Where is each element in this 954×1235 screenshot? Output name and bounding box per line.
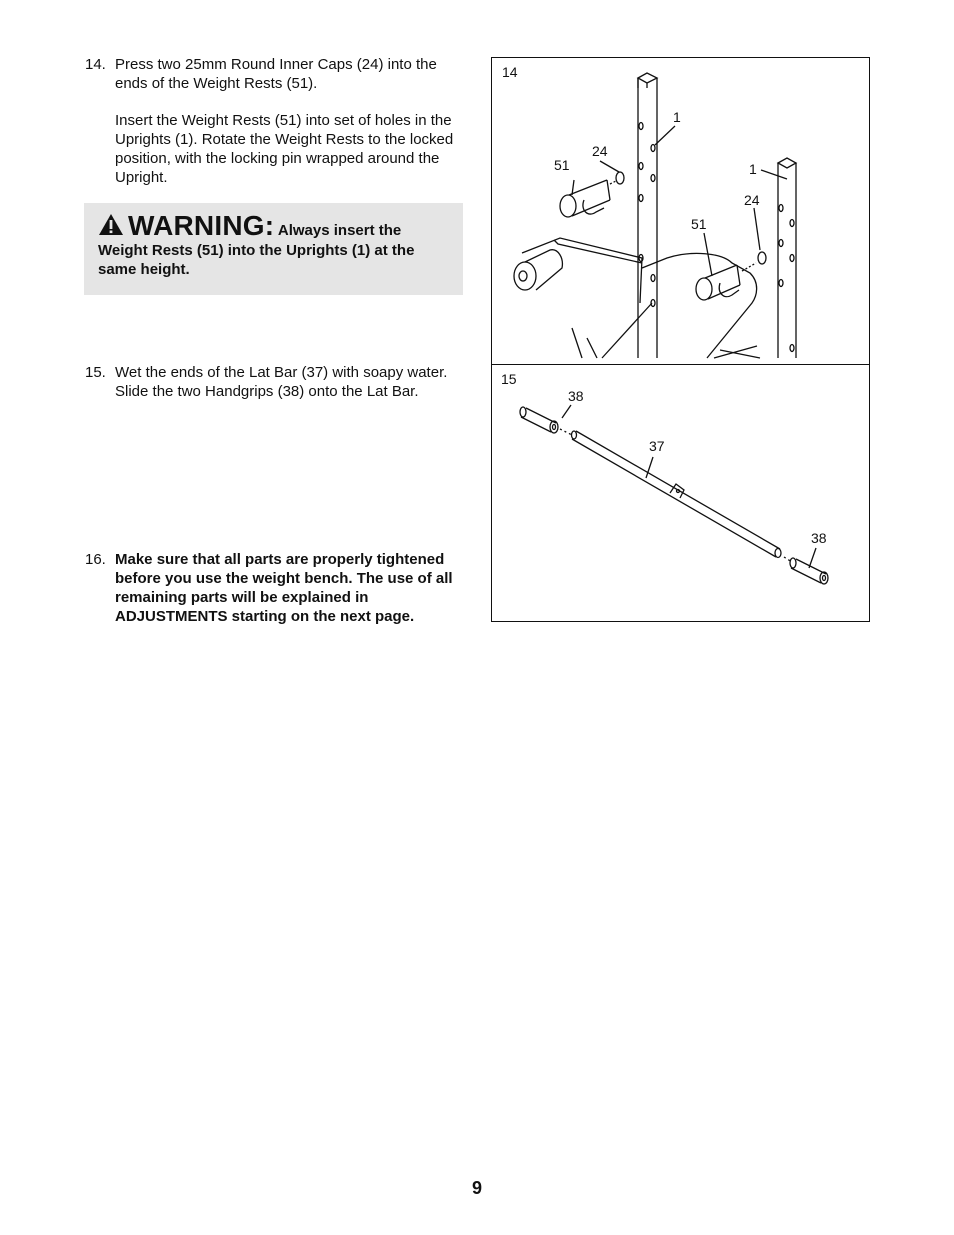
warning-body: Weight Rests (51) into the Uprights (1) at the same height. (98, 242, 415, 278)
callout-inner-cap: 24 (744, 192, 760, 208)
callout-weight-rest: 51 (691, 216, 707, 232)
warning-box (84, 203, 463, 295)
callout-upright: 1 (673, 109, 681, 125)
figure-14 (491, 57, 870, 366)
step-paragraph: Make sure that all parts are properly tightened before you use the weight bench. The use of all remaining parts will be explained in ADJUSTMENTS starting on the next page. (115, 551, 453, 625)
warning-text (98, 210, 448, 279)
callout-weight-rest: 51 (554, 157, 570, 173)
page-number: 9 (471, 1178, 482, 1198)
callout-handgrip: 38 (811, 530, 827, 546)
figure-15 (491, 364, 870, 622)
step-text (115, 55, 455, 205)
warning-heading: WARNING: (128, 210, 275, 241)
step-number: 16. (85, 551, 106, 568)
callout-lat-bar: 37 (649, 438, 665, 454)
lat-bar-illustration (492, 365, 869, 621)
callout-handgrip: 38 (568, 388, 584, 404)
warning-triangle-icon (98, 213, 124, 241)
step-paragraph: Wet the ends of the Lat Bar (37) with soapy water. Slide the two Handgrips (38) onto the Lat Bar. (115, 364, 448, 400)
step-text (115, 363, 455, 419)
step-number: 14. (85, 56, 106, 73)
step-number: 15. (85, 364, 106, 381)
weight-rest-illustration (492, 58, 869, 365)
callout-inner-cap: 24 (592, 143, 608, 159)
figure-number: 15 (501, 371, 517, 387)
figure-number: 14 (502, 64, 518, 80)
step-paragraph: Insert the Weight Rests (51) into set of holes in the Uprights (1). Rotate the Weight Rests to the locked position, with the locking pin wrapped around the Upright. (115, 112, 454, 186)
callout-upright: 1 (749, 161, 757, 177)
warning-lead: Always insert the (277, 222, 402, 239)
step-text (115, 550, 465, 644)
step-paragraph: Press two 25mm Round Inner Caps (24) into the ends of the Weight Rests (51). (115, 56, 437, 92)
